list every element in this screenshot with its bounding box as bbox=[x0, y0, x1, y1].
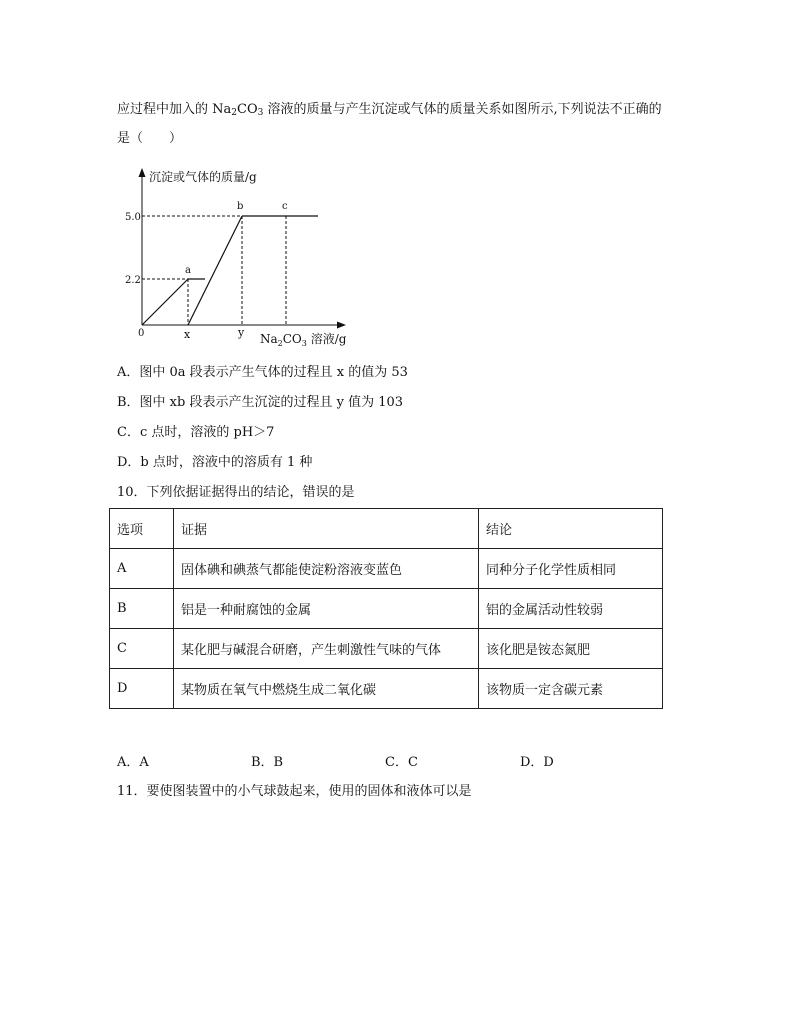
point-label-c: c bbox=[282, 201, 288, 212]
row-evidence: 某化肥与碱混合研磨，产生刺激性气味的气体 bbox=[174, 629, 479, 669]
table-row bbox=[110, 549, 663, 589]
intro-line-2: 是（ ） bbox=[117, 131, 183, 146]
intro-line-1: 应过程中加入的 $Na_2CO_3$ 溶液的质量与产生沉淀或气体的质量关系如图所示,下列说法不正确的 bbox=[117, 102, 662, 118]
point-label-b: b bbox=[237, 201, 244, 212]
option-a: A．图中 0a 段表示产生气体的过程且 x 的值为 53 bbox=[117, 365, 408, 380]
choice-a: A．A bbox=[117, 755, 149, 770]
table-row bbox=[110, 589, 663, 629]
row-conclusion: 同种分子化学性质相同 bbox=[479, 549, 663, 589]
table-row bbox=[110, 669, 663, 709]
row-evidence: 某物质在氧气中燃烧生成二氧化碳 bbox=[174, 669, 479, 709]
y-tick-2-2: 2.2 bbox=[125, 275, 141, 286]
x-tick-x: x bbox=[184, 328, 191, 341]
row-evidence: 铝是一种耐腐蚀的金属 bbox=[174, 589, 479, 629]
row-option: C bbox=[110, 629, 174, 669]
choice-d: D．D bbox=[520, 755, 554, 770]
row-conclusion: 该化肥是铵态氮肥 bbox=[479, 629, 663, 669]
option-d: D．b 点时，溶液中的溶质有 1 种 bbox=[117, 455, 313, 470]
evidence-table bbox=[109, 508, 663, 709]
row-conclusion: 铝的金属活动性较弱 bbox=[479, 589, 663, 629]
y-tick-5-0: 5.0 bbox=[125, 212, 141, 223]
choice-b: B．B bbox=[251, 755, 284, 770]
header-evidence: 证据 bbox=[174, 509, 479, 549]
gas-series-segment bbox=[142, 279, 188, 325]
row-option: B bbox=[110, 589, 174, 629]
origin-label: 0 bbox=[138, 328, 145, 339]
row-option: A bbox=[110, 549, 174, 589]
option-c: C．c 点时，溶液的 pH＞7 bbox=[117, 425, 275, 440]
table-row bbox=[110, 629, 663, 669]
question-11-title: 11．要使图装置中的小气球鼓起来，使用的固体和液体可以是 bbox=[117, 784, 472, 799]
header-option: 选项 bbox=[110, 509, 174, 549]
row-evidence: 固体碘和碘蒸气都能使淀粉溶液变蓝色 bbox=[174, 549, 479, 589]
option-b: B．图中 xb 段表示产生沉淀的过程且 y 值为 103 bbox=[117, 395, 404, 410]
y-axis-label: 沉淀或气体的质量/g bbox=[149, 170, 257, 184]
header-conclusion: 结论 bbox=[479, 509, 663, 549]
question-10-title: 10．下列依据证据得出的结论，错误的是 bbox=[117, 485, 355, 500]
x-axis-label: $Na_2CO_3$ 溶液/g bbox=[260, 332, 347, 348]
x-axis-arrow bbox=[337, 322, 346, 329]
mass-chart bbox=[125, 165, 365, 355]
table-header-row bbox=[110, 509, 663, 549]
point-label-a: a bbox=[185, 265, 191, 276]
choice-c: C．C bbox=[385, 755, 418, 770]
row-option: D bbox=[110, 669, 174, 709]
y-axis-arrow bbox=[139, 168, 146, 177]
row-conclusion: 该物质一定含碳元素 bbox=[479, 669, 663, 709]
precipitate-series-segment bbox=[188, 216, 242, 325]
x-tick-y: y bbox=[238, 326, 245, 339]
